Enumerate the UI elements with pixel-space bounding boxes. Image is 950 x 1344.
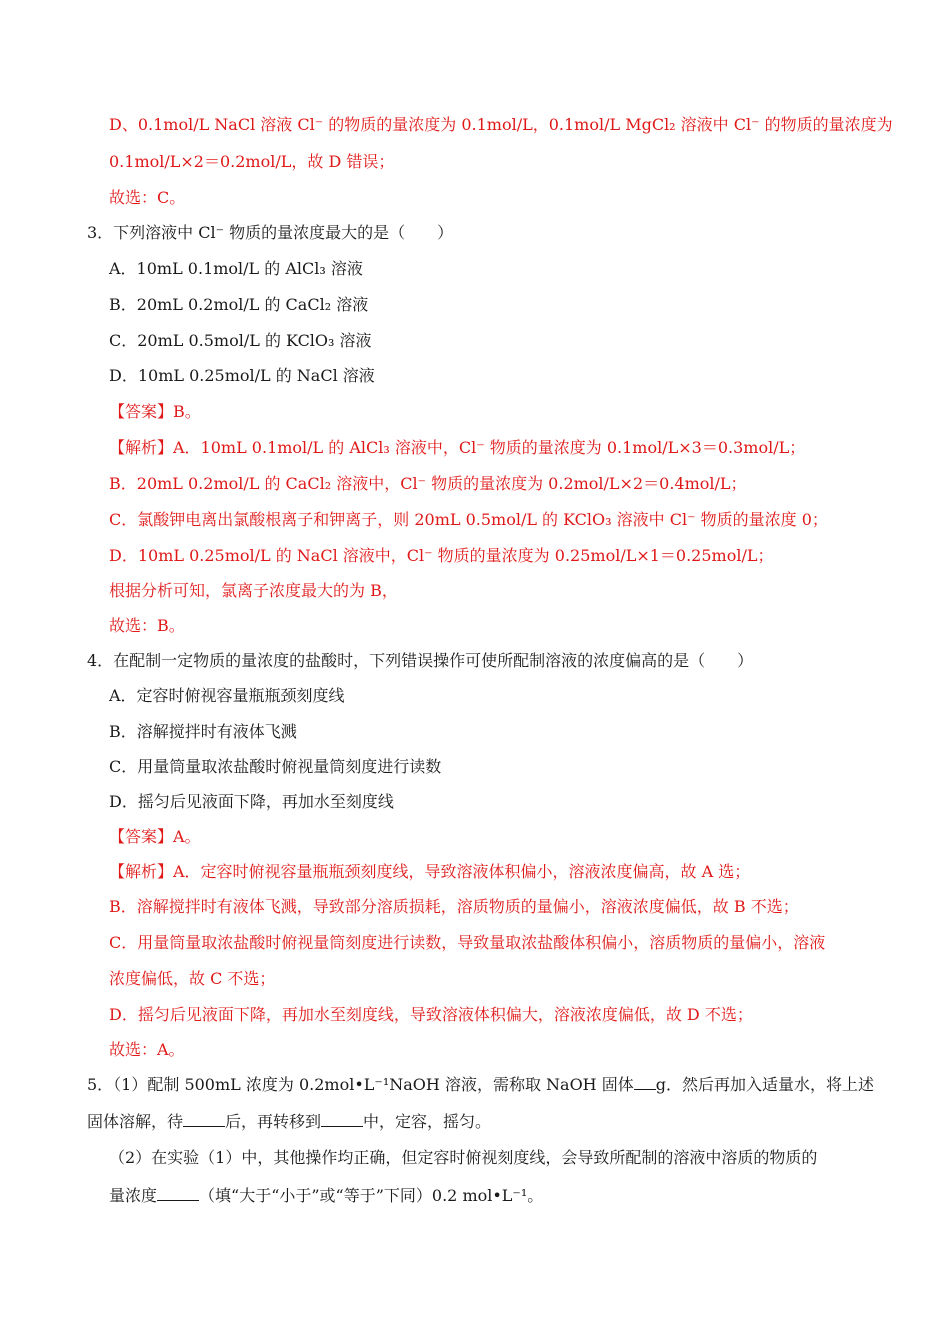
q5-blank-transfer[interactable] bbox=[321, 1110, 363, 1127]
q5-blank-wait[interactable] bbox=[183, 1110, 225, 1127]
q5-text-1a: 5．（1）配制 500mL 浓度为 0.2mol•L⁻¹NaOH 溶液，需称取 NaOH 固体 bbox=[87, 1075, 634, 1094]
text-line-19: C．用量筒量取浓盐酸时俯视量筒刻度进行读数 bbox=[109, 757, 442, 776]
text-line-25: 浓度偏低，故 C 不选； bbox=[109, 969, 276, 988]
text-line-1: D、0.1mol/L NaCl 溶液 Cl⁻ 的物质的量浓度为 0.1mol/L，0.1mol/L MgCl₂ 溶液中 Cl⁻ 的物质的量浓度为 bbox=[109, 115, 893, 134]
text-line-3: 故选：C。 bbox=[109, 188, 186, 207]
text-line-22: 【解析】A．定容时俯视容量瓶瓶颈刻度线，导致溶液体积偏小，溶液浓度偏高，故 A 选； bbox=[109, 862, 751, 881]
text-line-6: B．20mL 0.2mol/L 的 CaCl₂ 溶液 bbox=[109, 295, 369, 314]
q5-text-2b: 后，再转移到 bbox=[225, 1112, 322, 1131]
text-line-15: 故选：B。 bbox=[109, 616, 185, 635]
q5-text-1b: g．然后再加入适量水，将上述 bbox=[655, 1075, 874, 1094]
text-line-17: A．定容时俯视容量瓶瓶颈刻度线 bbox=[109, 686, 345, 705]
text-line-10: 【解析】A．10mL 0.1mol/L 的 AlCl₃ 溶液中，Cl⁻ 物质的量浓度为 0.1mol/L×3＝0.3mol/L； bbox=[109, 438, 806, 457]
q5-text-4a: 量浓度 bbox=[109, 1186, 158, 1205]
text-line-9: 【答案】B。 bbox=[109, 402, 201, 421]
text-line-16: 4．在配制一定物质的量浓度的盐酸时，下列错误操作可使所配制溶液的浓度偏高的是（ ） bbox=[87, 651, 754, 670]
q5-text-2c: 中，定容，摇匀。 bbox=[363, 1112, 492, 1131]
text-line-24: C．用量筒量取浓盐酸时俯视量筒刻度进行读数，导致量取浓盐酸体积偏小，溶质物质的量偏小，溶液 bbox=[109, 933, 826, 952]
text-line-23: B．溶解搅拌时有液体飞溅，导致部分溶质损耗，溶质物质的量偏小，溶液浓度偏低，故 B 不选； bbox=[109, 897, 799, 916]
q5-line-3 bbox=[109, 1147, 817, 1169]
text-line-26: D．摇匀后见液面下降，再加水至刻度线，导致溶液体积偏大，溶液浓度偏低，故 D 不选； bbox=[109, 1005, 753, 1024]
text-line-20: D．摇匀后见液面下降，再加水至刻度线 bbox=[109, 792, 394, 811]
text-line-2: 0.1mol/L×2＝0.2mol/L，故 D 错误； bbox=[109, 152, 395, 171]
text-line-7: C．20mL 0.5mol/L 的 KClO₃ 溶液 bbox=[109, 331, 372, 350]
text-line-13: D．10mL 0.25mol/L 的 NaCl 溶液中，Cl⁻ 物质的量浓度为 0.25mol/L×1＝0.25mol/L； bbox=[109, 546, 774, 565]
text-line-11: B．20mL 0.2mol/L 的 CaCl₂ 溶液中，Cl⁻ 物质的量浓度为 0.2mol/L×2＝0.4mol/L； bbox=[109, 474, 747, 493]
q5-text-3: （2）在实验（1）中，其他操作均正确，但定容时俯视刻度线，会导致所配制的溶液中溶质的物质的 bbox=[109, 1148, 818, 1167]
text-line-18: B．溶解搅拌时有液体飞溅 bbox=[109, 722, 297, 741]
q5-blank-compare[interactable] bbox=[157, 1184, 199, 1201]
text-line-8: D．10mL 0.25mol/L 的 NaCl 溶液 bbox=[109, 366, 375, 385]
text-line-12: C．氯酸钾电离出氯酸根离子和钾离子，则 20mL 0.5mol/L 的 KClO₃ 溶液中 Cl⁻ 物质的量浓度 0； bbox=[109, 510, 828, 529]
text-line-27: 故选：A。 bbox=[109, 1040, 185, 1059]
q5-text-4b: （填“大于“小于”或“等于”下同）0.2 mol•L⁻¹。 bbox=[199, 1186, 544, 1205]
text-line-5: A．10mL 0.1mol/L 的 AlCl₃ 溶液 bbox=[109, 259, 363, 278]
text-line-4: 3．下列溶液中 Cl⁻ 物质的量浓度最大的是（ ） bbox=[87, 223, 454, 242]
q5-text-2a: 固体溶解，待 bbox=[87, 1112, 184, 1131]
text-line-21: 【答案】A。 bbox=[109, 827, 201, 846]
q5-line-2 bbox=[87, 1110, 491, 1133]
q5-line-1 bbox=[87, 1073, 874, 1096]
q5-blank-mass[interactable] bbox=[634, 1073, 656, 1090]
text-line-14: 根据分析可知，氯离子浓度最大的为 B， bbox=[109, 581, 398, 600]
q5-line-4 bbox=[109, 1184, 543, 1207]
